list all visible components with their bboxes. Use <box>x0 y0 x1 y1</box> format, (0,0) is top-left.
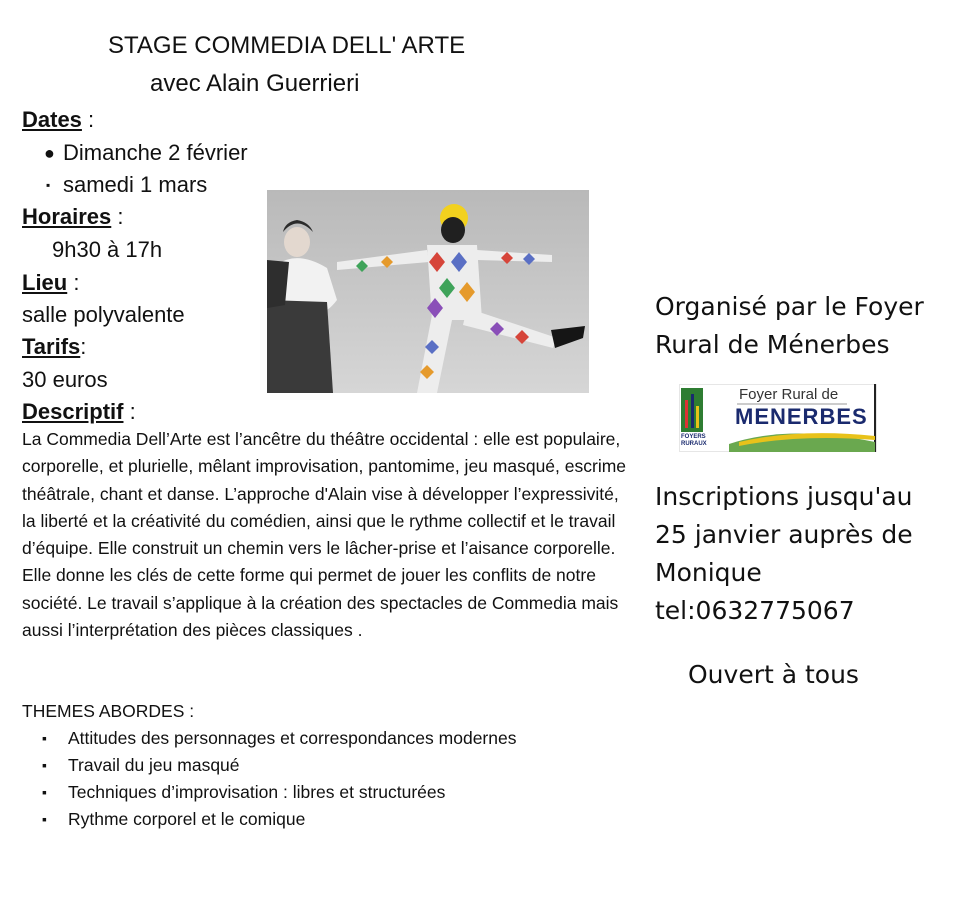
bullet-small-icon: ▪ <box>42 757 47 773</box>
inscriptions-line-1: Inscriptions jusqu'au <box>655 482 913 511</box>
lieu-heading: Lieu <box>22 270 68 295</box>
tarifs-value: 30 euros <box>22 367 108 392</box>
theme-item-3: Techniques d’improvisation : libres et structurées <box>68 782 446 802</box>
themes-heading: THEMES ABORDES : <box>22 701 195 721</box>
date-item-2: samedi 1 mars <box>63 172 208 197</box>
date-item-1: Dimanche 2 février <box>63 140 248 165</box>
horaires-heading: Horaires <box>22 204 112 229</box>
logo-main-text: MENERBES <box>735 404 868 429</box>
theme-item-1: Attitudes des personnages et correspondances modernes <box>68 728 517 748</box>
tarifs-heading: Tarifs <box>22 334 81 359</box>
descriptif-section <box>22 398 136 426</box>
dates-section <box>22 106 94 134</box>
dates-colon: : <box>81 107 95 132</box>
descriptif-heading: Descriptif <box>22 399 124 424</box>
organizer-line-2: Rural de Ménerbes <box>655 330 890 359</box>
organizer-line-1: Organisé par le Foyer <box>655 292 924 321</box>
harlequin-photo <box>267 190 589 393</box>
tarifs-section <box>22 333 86 361</box>
inscriptions-phone: tel:0632775067 <box>655 596 855 625</box>
inscriptions-line-2: 25 janvier auprès de <box>655 520 913 549</box>
horaires-colon: : <box>111 204 124 229</box>
lieu-value: salle polyvalente <box>22 302 185 327</box>
bullet-small-icon: ▪ <box>42 811 47 827</box>
bullet-small-icon: ▪ <box>42 784 47 800</box>
descriptif-text: La Commedia Dell’Arte est l’ancêtre du théâtre occidental : elle est populaire, corporelle, et plurielle, mêlant improvisation, pantomime, jeu masqué, escrime théâtrale, chant et danse. L’approche d'Alain vise à développer l’expressivité, la liberté et la créativité du comédien, ainsi que le rythme collectif et le travail d’équipe. Elle construit un chemin vers le lâcher-prise et l’aisance corporelle. Elle donne les clés de cette forme qui permet de jouer les conflits de notre société. Le travail s’applique à la création des spectacles de Commedia mais aussi l’interprétation des pièces classiques . <box>22 429 627 641</box>
tarifs-colon: : <box>80 334 87 359</box>
poster-subtitle: avec Alain Guerrieri <box>150 70 360 97</box>
theme-item-2: Travail du jeu masqué <box>68 755 240 775</box>
bullet-small-icon: ▪ <box>46 178 51 192</box>
bullet-dot-icon: ● <box>44 143 55 163</box>
descriptif-colon: : <box>123 399 136 424</box>
dates-heading: Dates <box>22 107 82 132</box>
open-to-all: Ouvert à tous <box>688 660 859 689</box>
horaires-value: 9h30 à 17h <box>52 237 163 262</box>
foyer-rural-logo <box>679 384 877 452</box>
bullet-small-icon: ▪ <box>42 730 47 746</box>
poster-title: STAGE COMMEDIA DELL' ARTE <box>108 32 466 59</box>
lieu-section <box>22 269 79 297</box>
inscriptions-line-3: Monique <box>655 558 762 587</box>
logo-top-text: Foyer Rural de <box>739 386 839 403</box>
horaires-section <box>22 203 124 231</box>
logo-side-text: FOYERS RURAUX <box>681 434 707 447</box>
theme-item-4: Rythme corporel et le comique <box>68 809 306 829</box>
lieu-colon: : <box>67 270 80 295</box>
